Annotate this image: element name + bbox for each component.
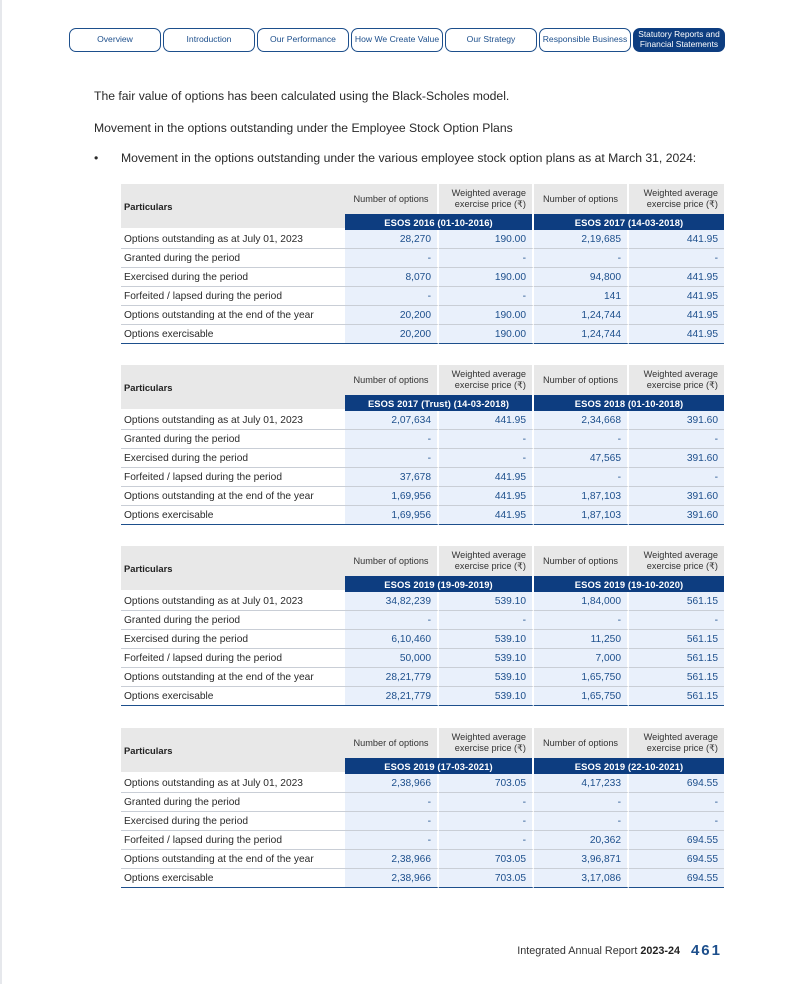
row-label: Options exercisable [121, 325, 345, 344]
scheme-header: ESOS 2019 (17-03-2021) [345, 758, 534, 774]
weighted-price-header [629, 365, 724, 395]
row-label: Exercised during the period [121, 630, 345, 649]
value-cell: 28,270 [345, 230, 439, 249]
value-cell: 539.10 [439, 668, 534, 687]
table-row [121, 774, 724, 793]
row-label: Exercised during the period [121, 268, 345, 287]
weighted-price-header [439, 546, 534, 576]
weighted-price-header-line1: Weighted average [451, 732, 526, 743]
row-label: Options exercisable [121, 687, 345, 706]
value-cell: 703.05 [439, 850, 534, 869]
value-cell: 2,34,668 [534, 411, 629, 430]
value-cell: - [629, 430, 724, 449]
row-label: Forfeited / lapsed during the period [121, 831, 345, 850]
value-cell: 441.95 [629, 287, 724, 306]
table-row [121, 468, 724, 487]
weighted-price-header-line1: Weighted average [451, 188, 526, 199]
weighted-price-header-line2: exercise price (₹) [646, 561, 718, 571]
value-cell: 441.95 [629, 325, 724, 344]
num-options-header: Number of options [345, 184, 439, 214]
value-cell: - [629, 793, 724, 812]
page-edge-line [0, 0, 2, 984]
value-cell: 190.00 [439, 306, 534, 325]
scheme-header: ESOS 2016 (01-10-2016) [345, 214, 534, 230]
value-cell: 539.10 [439, 687, 534, 706]
value-cell: 1,24,744 [534, 325, 629, 344]
value-cell: 539.10 [439, 592, 534, 611]
value-cell: - [534, 793, 629, 812]
value-cell: 441.95 [439, 487, 534, 506]
scheme-header: ESOS 2018 (01-10-2018) [534, 395, 724, 411]
value-cell: 539.10 [439, 649, 534, 668]
num-options-header: Number of options [345, 546, 439, 576]
scheme-header: ESOS 2017 (Trust) (14-03-2018) [345, 395, 534, 411]
value-cell: - [534, 468, 629, 487]
value-cell: 391.60 [629, 487, 724, 506]
value-cell: 37,678 [345, 468, 439, 487]
tab-introduction[interactable]: Introduction [163, 28, 255, 52]
value-cell: 190.00 [439, 325, 534, 344]
row-label: Options outstanding as at July 01, 2023 [121, 774, 345, 793]
weighted-price-header-line2: exercise price (₹) [646, 380, 718, 390]
value-cell: 2,38,966 [345, 850, 439, 869]
weighted-price-header-line2: exercise price (₹) [454, 743, 526, 753]
tab-responsible-business[interactable]: Responsible Business [539, 28, 631, 52]
particulars-header: Particulars [121, 728, 345, 774]
weighted-price-header [629, 546, 724, 576]
value-cell: 391.60 [629, 449, 724, 468]
value-cell: 28,21,779 [345, 668, 439, 687]
value-cell: 20,362 [534, 831, 629, 850]
table-row [121, 793, 724, 812]
row-label: Forfeited / lapsed during the period [121, 468, 345, 487]
value-cell: 441.95 [439, 506, 534, 525]
weighted-price-header [439, 184, 534, 214]
row-label: Exercised during the period [121, 449, 345, 468]
tab-our-performance[interactable]: Our Performance [257, 28, 349, 52]
particulars-header: Particulars [121, 184, 345, 230]
value-cell: 2,19,685 [534, 230, 629, 249]
table-row [121, 592, 724, 611]
table-row [121, 506, 724, 525]
table-row [121, 831, 724, 850]
value-cell: - [345, 831, 439, 850]
value-cell: - [534, 812, 629, 831]
options-table [121, 728, 724, 888]
value-cell: 6,10,460 [345, 630, 439, 649]
value-cell: 391.60 [629, 411, 724, 430]
value-cell: - [345, 793, 439, 812]
value-cell: 3,17,086 [534, 869, 629, 888]
movement-heading: Movement in the options outstanding under the Employee Stock Option Plans [94, 121, 513, 135]
row-label: Exercised during the period [121, 812, 345, 831]
value-cell: - [534, 611, 629, 630]
row-label: Forfeited / lapsed during the period [121, 649, 345, 668]
weighted-price-header-line1: Weighted average [643, 188, 718, 199]
value-cell: 441.95 [439, 468, 534, 487]
table-row [121, 687, 724, 706]
value-cell: 50,000 [345, 649, 439, 668]
value-cell: - [534, 249, 629, 268]
tab-how-we-create-value[interactable]: How We Create Value [351, 28, 443, 52]
value-cell: 694.55 [629, 774, 724, 793]
weighted-price-header-line1: Weighted average [643, 732, 718, 743]
table-row [121, 430, 724, 449]
value-cell: 11,250 [534, 630, 629, 649]
tab-statutory-reports[interactable]: Statutory Reports and Financial Statements [633, 28, 725, 52]
table-row [121, 850, 724, 869]
value-cell: 694.55 [629, 850, 724, 869]
value-cell: 2,07,634 [345, 411, 439, 430]
page-number: 461 [690, 942, 722, 959]
value-cell: 4,17,233 [534, 774, 629, 793]
num-options-header: Number of options [345, 728, 439, 758]
value-cell: 8,070 [345, 268, 439, 287]
value-cell: - [439, 287, 534, 306]
bullet-item [94, 151, 696, 165]
value-cell: 34,82,239 [345, 592, 439, 611]
weighted-price-header-line2: exercise price (₹) [646, 199, 718, 209]
value-cell: - [439, 430, 534, 449]
options-table [121, 546, 724, 706]
value-cell: - [534, 430, 629, 449]
report-year: 2023-24 [640, 945, 680, 957]
weighted-price-header-line2: exercise price (₹) [454, 561, 526, 571]
table-row [121, 230, 724, 249]
row-label: Options outstanding as at July 01, 2023 [121, 230, 345, 249]
value-cell: 561.15 [629, 687, 724, 706]
weighted-price-header-line1: Weighted average [643, 369, 718, 380]
table-row [121, 306, 724, 325]
options-table [121, 365, 724, 525]
value-cell: 1,69,956 [345, 506, 439, 525]
table-row [121, 268, 724, 287]
table-row [121, 411, 724, 430]
page-footer [0, 942, 722, 959]
value-cell: 561.15 [629, 668, 724, 687]
value-cell: 561.15 [629, 592, 724, 611]
weighted-price-header-line1: Weighted average [643, 550, 718, 561]
scheme-header: ESOS 2019 (19-10-2020) [534, 576, 724, 592]
num-options-header: Number of options [534, 546, 629, 576]
value-cell: 441.95 [629, 268, 724, 287]
table-row [121, 630, 724, 649]
num-options-header: Number of options [534, 728, 629, 758]
row-label: Options exercisable [121, 506, 345, 525]
row-label: Granted during the period [121, 611, 345, 630]
tab-our-strategy[interactable]: Our Strategy [445, 28, 537, 52]
value-cell: - [629, 812, 724, 831]
weighted-price-header [439, 365, 534, 395]
weighted-price-header-line1: Weighted average [451, 550, 526, 561]
table-row [121, 649, 724, 668]
table-row [121, 668, 724, 687]
value-cell: 1,84,000 [534, 592, 629, 611]
scheme-header: ESOS 2017 (14-03-2018) [534, 214, 724, 230]
row-label: Options outstanding at the end of the year [121, 850, 345, 869]
value-cell: 190.00 [439, 268, 534, 287]
value-cell: - [345, 287, 439, 306]
section-nav [69, 28, 725, 52]
value-cell: - [629, 249, 724, 268]
value-cell: - [439, 449, 534, 468]
value-cell: - [439, 831, 534, 850]
value-cell: 1,65,750 [534, 668, 629, 687]
value-cell: - [345, 812, 439, 831]
row-label: Forfeited / lapsed during the period [121, 287, 345, 306]
particulars-header: Particulars [121, 365, 345, 411]
tab-overview[interactable]: Overview [69, 28, 161, 52]
weighted-price-header-line1: Weighted average [451, 369, 526, 380]
value-cell: - [345, 430, 439, 449]
value-cell: 2,38,966 [345, 869, 439, 888]
row-label: Options outstanding at the end of the year [121, 487, 345, 506]
value-cell: 7,000 [534, 649, 629, 668]
value-cell: 2,38,966 [345, 774, 439, 793]
value-cell: - [439, 812, 534, 831]
value-cell: 441.95 [439, 411, 534, 430]
value-cell: - [629, 611, 724, 630]
table-row [121, 812, 724, 831]
row-label: Granted during the period [121, 430, 345, 449]
fair-value-note: The fair value of options has been calculated using the Black-Scholes model. [94, 89, 510, 103]
table-row [121, 449, 724, 468]
value-cell: - [439, 793, 534, 812]
weighted-price-header [629, 184, 724, 214]
value-cell: 561.15 [629, 649, 724, 668]
value-cell: - [439, 611, 534, 630]
value-cell: 561.15 [629, 630, 724, 649]
row-label: Options exercisable [121, 869, 345, 888]
row-label: Options outstanding at the end of the year [121, 306, 345, 325]
value-cell: 28,21,779 [345, 687, 439, 706]
bullet-dot: • [94, 151, 99, 165]
particulars-header: Particulars [121, 546, 345, 592]
weighted-price-header-line2: exercise price (₹) [646, 743, 718, 753]
weighted-price-header [439, 728, 534, 758]
value-cell: 3,96,871 [534, 850, 629, 869]
num-options-header: Number of options [534, 365, 629, 395]
value-cell: 441.95 [629, 230, 724, 249]
value-cell: 20,200 [345, 325, 439, 344]
bullet-text: Movement in the options outstanding under the various employee stock option plans as at March 31, 2024: [121, 151, 697, 165]
value-cell: 1,87,103 [534, 506, 629, 525]
table-row [121, 869, 724, 888]
value-cell: 441.95 [629, 306, 724, 325]
table-row [121, 325, 724, 344]
value-cell: 47,565 [534, 449, 629, 468]
value-cell: - [439, 249, 534, 268]
value-cell: 694.55 [629, 869, 724, 888]
row-label: Granted during the period [121, 793, 345, 812]
options-table [121, 184, 724, 344]
value-cell: 391.60 [629, 506, 724, 525]
value-cell: 190.00 [439, 230, 534, 249]
value-cell: - [345, 249, 439, 268]
row-label: Options outstanding as at July 01, 2023 [121, 592, 345, 611]
value-cell: 141 [534, 287, 629, 306]
table-row [121, 287, 724, 306]
value-cell: - [629, 468, 724, 487]
value-cell: 1,24,744 [534, 306, 629, 325]
table-row [121, 611, 724, 630]
value-cell: 703.05 [439, 869, 534, 888]
value-cell: 1,69,956 [345, 487, 439, 506]
value-cell: 703.05 [439, 774, 534, 793]
value-cell: - [345, 449, 439, 468]
row-label: Granted during the period [121, 249, 345, 268]
scheme-header: ESOS 2019 (19-09-2019) [345, 576, 534, 592]
value-cell: 539.10 [439, 630, 534, 649]
value-cell: 20,200 [345, 306, 439, 325]
scheme-header: ESOS 2019 (22-10-2021) [534, 758, 724, 774]
weighted-price-header-line2: exercise price (₹) [454, 199, 526, 209]
report-label: Integrated Annual Report [517, 945, 638, 957]
num-options-header: Number of options [534, 184, 629, 214]
value-cell: 1,65,750 [534, 687, 629, 706]
row-label: Options outstanding at the end of the year [121, 668, 345, 687]
value-cell: - [345, 611, 439, 630]
weighted-price-header [629, 728, 724, 758]
table-row [121, 249, 724, 268]
value-cell: 1,87,103 [534, 487, 629, 506]
num-options-header: Number of options [345, 365, 439, 395]
row-label: Options outstanding as at July 01, 2023 [121, 411, 345, 430]
table-row [121, 487, 724, 506]
weighted-price-header-line2: exercise price (₹) [454, 380, 526, 390]
value-cell: 694.55 [629, 831, 724, 850]
value-cell: 94,800 [534, 268, 629, 287]
